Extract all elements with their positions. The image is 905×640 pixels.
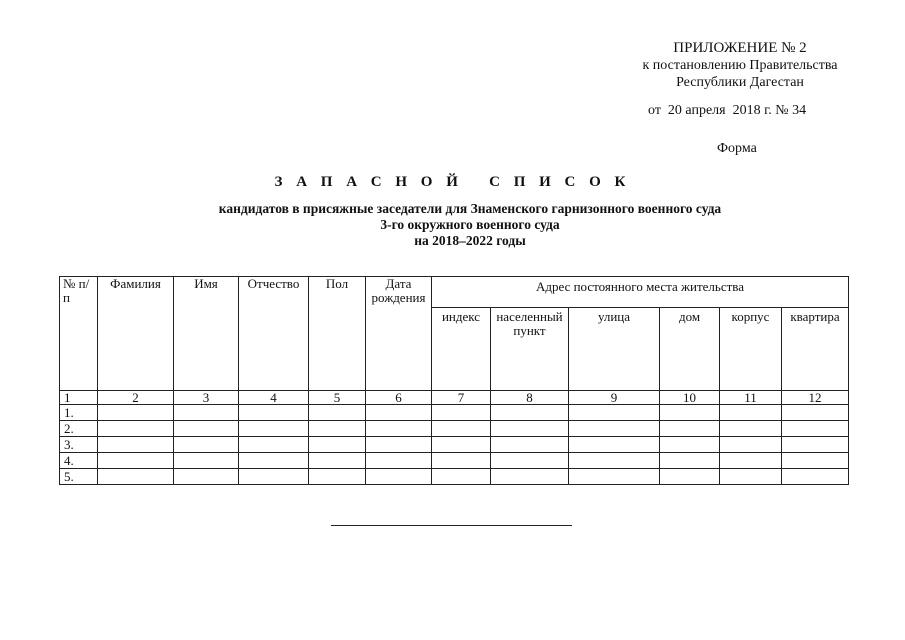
appendix-republic-line: Республики Дагестан xyxy=(676,75,804,90)
table-cell xyxy=(569,421,660,437)
table-cell xyxy=(660,437,720,453)
table-cell xyxy=(432,405,491,421)
header-name: Имя xyxy=(174,277,239,391)
table-cell xyxy=(98,453,174,469)
table-cell xyxy=(239,437,309,453)
table-cell xyxy=(366,469,432,485)
decree-date: от 20 апреля 2018 г. № 34 xyxy=(648,103,807,118)
header-address: Адрес постоянного места жительства xyxy=(432,277,849,308)
header-num: № п/п xyxy=(60,277,98,391)
table-cell xyxy=(432,469,491,485)
column-number: 11 xyxy=(720,391,782,405)
table-row xyxy=(60,405,849,421)
column-number: 4 xyxy=(239,391,309,405)
row-number: 5. xyxy=(60,469,98,485)
table-cell xyxy=(569,453,660,469)
table-cell xyxy=(660,405,720,421)
candidates-table xyxy=(59,276,849,485)
subtitle-line-1: кандидатов в присяжные заседатели для Знаменского гарнизонного военного суда xyxy=(218,201,722,216)
table-cell xyxy=(491,469,569,485)
document-title xyxy=(0,174,905,191)
form-label: Форма xyxy=(717,141,757,156)
table-cell xyxy=(432,421,491,437)
subtitle-line-2: 3-го окружного военного суда xyxy=(380,217,560,232)
table-cell xyxy=(782,453,849,469)
table-cell xyxy=(174,437,239,453)
table-cell xyxy=(239,469,309,485)
table-cell xyxy=(720,421,782,437)
table-cell xyxy=(174,453,239,469)
header-index: индекс xyxy=(432,308,491,391)
table-row xyxy=(60,421,849,437)
table-cell xyxy=(309,421,366,437)
column-number: 8 xyxy=(491,391,569,405)
table-cell xyxy=(660,453,720,469)
table-cell xyxy=(660,421,720,437)
table-cell xyxy=(660,469,720,485)
table-cell xyxy=(309,437,366,453)
table-cell xyxy=(98,405,174,421)
column-number: 10 xyxy=(660,391,720,405)
row-number: 2. xyxy=(60,421,98,437)
table-cell xyxy=(569,437,660,453)
table-cell xyxy=(569,405,660,421)
table-cell xyxy=(491,437,569,453)
table-cell xyxy=(239,421,309,437)
header-birth-date: Дата рождения xyxy=(366,277,432,391)
table-cell xyxy=(782,421,849,437)
table-cell xyxy=(98,421,174,437)
column-number: 12 xyxy=(782,391,849,405)
table-cell xyxy=(309,405,366,421)
header-settlement: населенный пункт xyxy=(491,308,569,391)
table-cell xyxy=(720,469,782,485)
table-cell xyxy=(239,405,309,421)
table-cell xyxy=(366,453,432,469)
table-cell xyxy=(569,469,660,485)
table-cell xyxy=(491,453,569,469)
table-cell xyxy=(432,453,491,469)
appendix-decree-line: к постановлению Правительства xyxy=(642,58,838,73)
column-number: 5 xyxy=(309,391,366,405)
table-cell xyxy=(720,453,782,469)
table-cell xyxy=(491,421,569,437)
column-number: 3 xyxy=(174,391,239,405)
row-number: 1. xyxy=(60,405,98,421)
column-number: 7 xyxy=(432,391,491,405)
table-cell xyxy=(432,437,491,453)
header-street: улица xyxy=(569,308,660,391)
table-header-row xyxy=(60,277,849,308)
table-cell xyxy=(366,421,432,437)
table-cell xyxy=(366,405,432,421)
appendix-header xyxy=(610,40,870,91)
header-surname: Фамилия xyxy=(98,277,174,391)
table-cell xyxy=(782,405,849,421)
table-cell xyxy=(98,469,174,485)
column-number: 6 xyxy=(366,391,432,405)
document-subtitle xyxy=(120,201,820,249)
table-row xyxy=(60,453,849,469)
table-row xyxy=(60,469,849,485)
table-cell xyxy=(720,405,782,421)
table-cell xyxy=(366,437,432,453)
signature-line xyxy=(331,525,572,526)
header-patronymic: Отчество xyxy=(239,277,309,391)
row-number: 4. xyxy=(60,453,98,469)
table-cell xyxy=(309,469,366,485)
table-cell xyxy=(174,469,239,485)
subtitle-line-3: на 2018–2022 годы xyxy=(414,233,526,248)
table-cell xyxy=(174,421,239,437)
table-cell xyxy=(239,453,309,469)
header-house: дом xyxy=(660,308,720,391)
header-sex: Пол xyxy=(309,277,366,391)
header-apartment: квартира xyxy=(782,308,849,391)
table-cell xyxy=(491,405,569,421)
header-building: корпус xyxy=(720,308,782,391)
document-title-text: З А П А С Н О Й С П И С О К xyxy=(274,174,631,190)
table-row xyxy=(60,437,849,453)
table-cell xyxy=(174,405,239,421)
column-number: 2 xyxy=(98,391,174,405)
column-number-row xyxy=(60,391,849,405)
table-cell xyxy=(309,453,366,469)
table-cell xyxy=(782,437,849,453)
column-number: 9 xyxy=(569,391,660,405)
appendix-title: ПРИЛОЖЕНИЕ № 2 xyxy=(673,40,807,56)
table-cell xyxy=(98,437,174,453)
table-cell xyxy=(782,469,849,485)
column-number: 1 xyxy=(60,391,98,405)
row-number: 3. xyxy=(60,437,98,453)
table-cell xyxy=(720,437,782,453)
